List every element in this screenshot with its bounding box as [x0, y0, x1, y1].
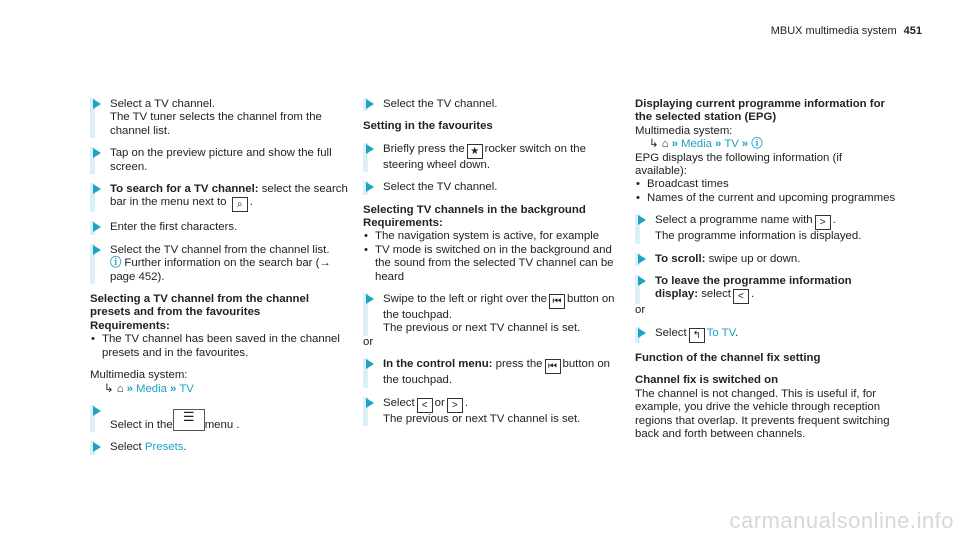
requirement-item: • The TV channel has been saved in the channel presets and in the favourites.	[90, 333, 352, 360]
info-note	[110, 257, 352, 284]
step-text: Select Presets.	[110, 441, 187, 454]
menu-list-icon: ☰	[173, 409, 205, 431]
to-tv-link[interactable]: To TV	[706, 326, 736, 339]
step-arrow-icon	[638, 254, 646, 264]
path-arrow-icon: ↳	[649, 138, 659, 151]
note-text: Further information on the search bar (→ page 452).	[110, 257, 331, 283]
multimedia-label: Multimedia system:	[90, 369, 188, 382]
path-tv: TV	[179, 382, 194, 395]
chevron-left-icon: <	[733, 289, 749, 304]
step	[90, 147, 352, 174]
chevron-icon: »	[169, 382, 177, 395]
chevron-icon: »	[126, 382, 133, 395]
step-arrow-icon	[638, 328, 646, 338]
paragraph: The channel is not changed. This is useful if, for example, you drive the vehicle through reception regions that overlap. It prevents frequent switching back and forth between channels.	[635, 387, 890, 440]
step-arrow-icon	[93, 442, 101, 452]
multimedia-label: Multimedia system:	[635, 124, 733, 137]
watermark: carmanualsonline.info	[729, 507, 954, 533]
step-arrow-icon	[93, 184, 101, 194]
step-arrow-icon	[366, 359, 374, 369]
chevron-left-icon: <	[417, 398, 433, 413]
nav-path	[90, 383, 352, 396]
info-icon: ⓘ	[110, 257, 122, 270]
section-heading: Function of the channel fix setting	[635, 351, 821, 364]
skip-icon: ⏮	[549, 294, 565, 309]
page-number: 451	[903, 25, 922, 37]
step	[363, 358, 621, 387]
step-text: The previous or next TV channel is set.	[383, 412, 581, 425]
step	[90, 98, 352, 138]
step-text: Select a TV channel.	[110, 98, 215, 110]
step-arrow-icon	[366, 144, 374, 154]
path-media: Media	[135, 382, 167, 395]
subsection-heading: Channel fix is switched on	[635, 374, 779, 387]
step-text: Select the TV channel.	[383, 98, 498, 110]
step-text: Select ↰ To TV.	[655, 326, 739, 341]
step-bold: To search for a TV channel:	[110, 183, 259, 196]
epg-text: EPG displays the following information (if available):	[635, 151, 843, 178]
step-text: Swipe to the left or right over the ⏮ button on the touchpad.	[383, 293, 615, 322]
column-3	[635, 98, 897, 441]
step-arrow-icon	[366, 294, 374, 304]
search-icon: ⌕	[232, 197, 248, 212]
step	[363, 181, 621, 194]
step-text: The previous or next TV channel is set.	[383, 322, 581, 335]
step-arrow-icon	[93, 148, 101, 158]
star-icon: ★	[467, 144, 483, 159]
step	[90, 405, 352, 432]
step	[90, 183, 352, 212]
requirements-label: Requirements:	[363, 217, 443, 230]
step-text: Select a programme name with > .	[655, 214, 836, 229]
step	[635, 253, 897, 266]
step	[90, 221, 352, 234]
step	[363, 143, 621, 172]
step-text: Select the TV channel from the channel list.	[110, 243, 330, 256]
section-heading: Displaying current programme information for the selected station (EPG)	[635, 98, 885, 124]
step-text: Select in the☰menu .	[110, 408, 240, 431]
header-title: MBUX multimedia system	[770, 25, 897, 37]
step	[363, 293, 621, 336]
step	[363, 98, 621, 111]
presets-link[interactable]: Presets	[144, 441, 184, 454]
requirement-item: • TV mode is switched on in the background and the sound from the selected TV channel can be heard	[363, 244, 621, 284]
page-header	[771, 25, 922, 38]
step-arrow-icon	[93, 245, 101, 255]
step-text: Enter the first characters.	[110, 221, 238, 234]
step	[90, 244, 352, 284]
step-text: To scroll: swipe up or down.	[655, 252, 801, 265]
nav-path	[635, 138, 897, 151]
step-text: The TV tuner selects the channel from the channel list.	[110, 111, 322, 137]
step	[635, 275, 897, 304]
chevron-icon: »	[714, 138, 722, 151]
or-text: or	[363, 335, 374, 348]
step-text: To leave the programme information display: select < .	[655, 275, 852, 303]
list-item: • Names of the current and upcoming programmes	[635, 192, 897, 205]
step-arrow-icon	[93, 406, 101, 416]
step-rest: select the search bar in the menu next to	[110, 183, 348, 209]
step-text: The programme information is displayed.	[655, 230, 862, 243]
section-heading: Selecting TV channels in the background	[363, 203, 586, 216]
home-icon: ⌂	[661, 138, 669, 151]
path-tv: TV	[724, 138, 739, 151]
or-text: or	[635, 304, 646, 317]
step-arrow-icon	[93, 99, 101, 109]
home-icon: ⌂	[116, 382, 124, 395]
step-arrow-icon	[366, 398, 374, 408]
list-item: • Broadcast times	[635, 178, 897, 191]
column-2	[363, 98, 621, 435]
step-text: Select the TV channel.	[383, 181, 498, 194]
path-arrow-icon: ↳	[104, 382, 114, 395]
path-media: Media	[680, 138, 712, 151]
back-icon: ↰	[689, 328, 705, 343]
step-arrow-icon	[93, 222, 101, 232]
step-arrow-icon	[638, 215, 646, 225]
step	[635, 327, 897, 343]
step-arrow-icon	[638, 276, 646, 286]
step	[635, 214, 897, 243]
step-text: To search for a TV channel: select the search bar in the menu next to ⌕ .	[110, 183, 348, 211]
chevron-icon: »	[671, 138, 678, 151]
step-arrow-icon	[366, 182, 374, 192]
requirements-label: Requirements:	[90, 319, 170, 332]
chevron-icon: »	[741, 138, 749, 151]
section-heading: Selecting a TV channel from the channel presets and from the favourites	[90, 293, 310, 319]
requirement-item: • The navigation system is active, for example	[363, 230, 621, 243]
step	[90, 441, 352, 454]
column-1	[90, 98, 352, 464]
chevron-right-icon: >	[815, 215, 831, 230]
skip-icon: ⏮	[545, 359, 561, 374]
step-text: Select < or > .	[383, 396, 468, 411]
step-text: Briefly press the ★ rocker switch on the steering wheel down.	[383, 142, 586, 171]
step-text: Tap on the preview picture and show the full screen.	[110, 147, 332, 173]
chevron-right-icon: >	[447, 398, 463, 413]
step	[363, 397, 621, 426]
step-arrow-icon	[366, 99, 374, 109]
section-heading: Setting in the favourites	[363, 120, 493, 133]
info-icon: ⓘ	[751, 138, 763, 151]
step-text: In the control menu: press the ⏮ button on the touchpad.	[383, 358, 611, 387]
